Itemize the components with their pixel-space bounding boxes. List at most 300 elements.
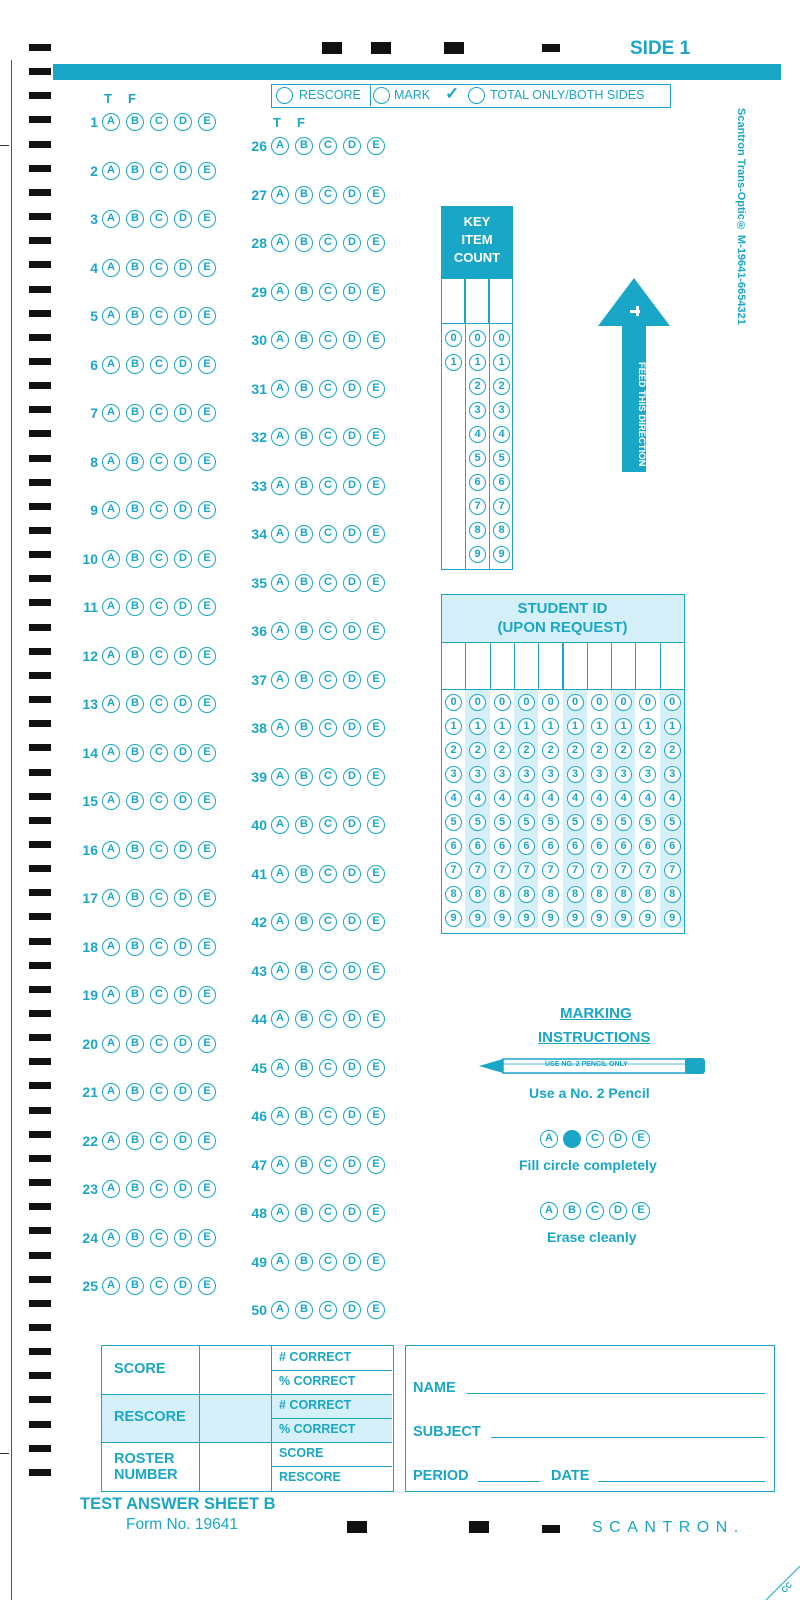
sid-col3-digit-3[interactable]: 3 <box>494 766 511 783</box>
q6-bubble-A[interactable]: A <box>102 356 120 374</box>
q5-bubble-E[interactable]: E <box>198 307 216 325</box>
sid-col7-digit-0[interactable]: 0 <box>591 694 608 711</box>
sid-col8-digit-5[interactable]: 5 <box>615 814 632 831</box>
q19-bubble-D[interactable]: D <box>174 986 192 1004</box>
q13-bubble-A[interactable]: A <box>102 695 120 713</box>
sid-col5-digit-7[interactable]: 7 <box>542 862 559 879</box>
q2-bubble-C[interactable]: C <box>150 162 168 180</box>
q45-bubble-E[interactable]: E <box>367 1059 385 1077</box>
q12-bubble-B[interactable]: B <box>126 647 144 665</box>
q38-bubble-A[interactable]: A <box>271 719 289 737</box>
q26-bubble-B[interactable]: B <box>295 137 313 155</box>
q33-bubble-E[interactable]: E <box>367 477 385 495</box>
sid-col5-digit-0[interactable]: 0 <box>542 694 559 711</box>
sid-col3-digit-7[interactable]: 7 <box>494 862 511 879</box>
sid-col5-digit-5[interactable]: 5 <box>542 814 559 831</box>
q15-bubble-A[interactable]: A <box>102 792 120 810</box>
q43-bubble-B[interactable]: B <box>295 962 313 980</box>
q7-bubble-D[interactable]: D <box>174 404 192 422</box>
q35-bubble-C[interactable]: C <box>319 574 337 592</box>
q8-bubble-B[interactable]: B <box>126 453 144 471</box>
sid-col6-digit-5[interactable]: 5 <box>567 814 584 831</box>
q40-bubble-B[interactable]: B <box>295 816 313 834</box>
key-col2-digit-0[interactable]: 0 <box>469 330 486 347</box>
q38-bubble-C[interactable]: C <box>319 719 337 737</box>
sid-col10-digit-6[interactable]: 6 <box>664 838 681 855</box>
key-col2-digit-2[interactable]: 2 <box>469 378 486 395</box>
q32-bubble-B[interactable]: B <box>295 428 313 446</box>
q3-bubble-E[interactable]: E <box>198 210 216 228</box>
sid-col1-digit-6[interactable]: 6 <box>445 838 462 855</box>
sid-col9-digit-4[interactable]: 4 <box>639 790 656 807</box>
q41-bubble-B[interactable]: B <box>295 865 313 883</box>
q28-bubble-D[interactable]: D <box>343 234 361 252</box>
q21-bubble-D[interactable]: D <box>174 1083 192 1101</box>
q30-bubble-E[interactable]: E <box>367 331 385 349</box>
sid-col1-digit-9[interactable]: 9 <box>445 910 462 927</box>
q13-bubble-C[interactable]: C <box>150 695 168 713</box>
q18-bubble-C[interactable]: C <box>150 938 168 956</box>
q40-bubble-A[interactable]: A <box>271 816 289 834</box>
q46-bubble-B[interactable]: B <box>295 1107 313 1125</box>
q11-bubble-E[interactable]: E <box>198 598 216 616</box>
q28-bubble-A[interactable]: A <box>271 234 289 252</box>
q3-bubble-C[interactable]: C <box>150 210 168 228</box>
sid-col7-digit-6[interactable]: 6 <box>591 838 608 855</box>
q6-bubble-B[interactable]: B <box>126 356 144 374</box>
q27-bubble-E[interactable]: E <box>367 186 385 204</box>
sid-col7-digit-3[interactable]: 3 <box>591 766 608 783</box>
q30-bubble-C[interactable]: C <box>319 331 337 349</box>
q5-bubble-A[interactable]: A <box>102 307 120 325</box>
sid-col6-digit-1[interactable]: 1 <box>567 718 584 735</box>
q33-bubble-A[interactable]: A <box>271 477 289 495</box>
q24-bubble-D[interactable]: D <box>174 1229 192 1247</box>
q25-bubble-C[interactable]: C <box>150 1277 168 1295</box>
q41-bubble-D[interactable]: D <box>343 865 361 883</box>
q46-bubble-C[interactable]: C <box>319 1107 337 1125</box>
q3-bubble-A[interactable]: A <box>102 210 120 228</box>
q41-bubble-E[interactable]: E <box>367 865 385 883</box>
q22-bubble-E[interactable]: E <box>198 1132 216 1150</box>
q18-bubble-E[interactable]: E <box>198 938 216 956</box>
sid-col5-digit-9[interactable]: 9 <box>542 910 559 927</box>
sid-col5-digit-6[interactable]: 6 <box>542 838 559 855</box>
sid-col9-digit-6[interactable]: 6 <box>639 838 656 855</box>
sid-col4-digit-9[interactable]: 9 <box>518 910 535 927</box>
q17-bubble-D[interactable]: D <box>174 889 192 907</box>
q27-bubble-C[interactable]: C <box>319 186 337 204</box>
period-line[interactable] <box>478 1481 540 1482</box>
q1-bubble-E[interactable]: E <box>198 113 216 131</box>
q41-bubble-C[interactable]: C <box>319 865 337 883</box>
sid-col1-digit-4[interactable]: 4 <box>445 790 462 807</box>
q16-bubble-D[interactable]: D <box>174 841 192 859</box>
q34-bubble-A[interactable]: A <box>271 525 289 543</box>
sid-col8-digit-0[interactable]: 0 <box>615 694 632 711</box>
sid-col10-digit-7[interactable]: 7 <box>664 862 681 879</box>
q23-bubble-B[interactable]: B <box>126 1180 144 1198</box>
q50-bubble-B[interactable]: B <box>295 1301 313 1319</box>
q4-bubble-E[interactable]: E <box>198 259 216 277</box>
sid-col10-digit-9[interactable]: 9 <box>664 910 681 927</box>
q50-bubble-A[interactable]: A <box>271 1301 289 1319</box>
sid-col8-digit-8[interactable]: 8 <box>615 886 632 903</box>
q3-bubble-B[interactable]: B <box>126 210 144 228</box>
q20-bubble-E[interactable]: E <box>198 1035 216 1053</box>
sid-col4-digit-8[interactable]: 8 <box>518 886 535 903</box>
key-col2-digit-4[interactable]: 4 <box>469 426 486 443</box>
q50-bubble-D[interactable]: D <box>343 1301 361 1319</box>
q45-bubble-C[interactable]: C <box>319 1059 337 1077</box>
sid-col2-digit-2[interactable]: 2 <box>469 742 486 759</box>
q10-bubble-E[interactable]: E <box>198 550 216 568</box>
sid-col6-digit-8[interactable]: 8 <box>567 886 584 903</box>
q30-bubble-D[interactable]: D <box>343 331 361 349</box>
sid-col3-digit-2[interactable]: 2 <box>494 742 511 759</box>
q9-bubble-A[interactable]: A <box>102 501 120 519</box>
q22-bubble-A[interactable]: A <box>102 1132 120 1150</box>
q24-bubble-B[interactable]: B <box>126 1229 144 1247</box>
sid-col8-digit-1[interactable]: 1 <box>615 718 632 735</box>
q37-bubble-D[interactable]: D <box>343 671 361 689</box>
q17-bubble-E[interactable]: E <box>198 889 216 907</box>
q39-bubble-E[interactable]: E <box>367 768 385 786</box>
q31-bubble-E[interactable]: E <box>367 380 385 398</box>
q44-bubble-C[interactable]: C <box>319 1010 337 1028</box>
sid-col9-digit-5[interactable]: 5 <box>639 814 656 831</box>
q25-bubble-E[interactable]: E <box>198 1277 216 1295</box>
sid-col2-digit-6[interactable]: 6 <box>469 838 486 855</box>
sid-col4-digit-7[interactable]: 7 <box>518 862 535 879</box>
q46-bubble-E[interactable]: E <box>367 1107 385 1125</box>
sid-col3-digit-5[interactable]: 5 <box>494 814 511 831</box>
q20-bubble-D[interactable]: D <box>174 1035 192 1053</box>
q14-bubble-C[interactable]: C <box>150 744 168 762</box>
q47-bubble-D[interactable]: D <box>343 1156 361 1174</box>
sid-col4-digit-2[interactable]: 2 <box>518 742 535 759</box>
q6-bubble-E[interactable]: E <box>198 356 216 374</box>
q20-bubble-B[interactable]: B <box>126 1035 144 1053</box>
q27-bubble-B[interactable]: B <box>295 186 313 204</box>
sid-col8-digit-7[interactable]: 7 <box>615 862 632 879</box>
q33-bubble-C[interactable]: C <box>319 477 337 495</box>
q28-bubble-B[interactable]: B <box>295 234 313 252</box>
q32-bubble-D[interactable]: D <box>343 428 361 446</box>
q45-bubble-D[interactable]: D <box>343 1059 361 1077</box>
q40-bubble-D[interactable]: D <box>343 816 361 834</box>
sid-col6-digit-9[interactable]: 9 <box>567 910 584 927</box>
q21-bubble-A[interactable]: A <box>102 1083 120 1101</box>
q36-bubble-D[interactable]: D <box>343 622 361 640</box>
q12-bubble-D[interactable]: D <box>174 647 192 665</box>
q35-bubble-D[interactable]: D <box>343 574 361 592</box>
q49-bubble-C[interactable]: C <box>319 1253 337 1271</box>
sid-col2-digit-8[interactable]: 8 <box>469 886 486 903</box>
q42-bubble-A[interactable]: A <box>271 913 289 931</box>
q39-bubble-B[interactable]: B <box>295 768 313 786</box>
sid-col2-digit-0[interactable]: 0 <box>469 694 486 711</box>
q15-bubble-D[interactable]: D <box>174 792 192 810</box>
q46-bubble-D[interactable]: D <box>343 1107 361 1125</box>
q9-bubble-E[interactable]: E <box>198 501 216 519</box>
q7-bubble-A[interactable]: A <box>102 404 120 422</box>
q8-bubble-A[interactable]: A <box>102 453 120 471</box>
sid-col6-digit-2[interactable]: 2 <box>567 742 584 759</box>
q36-bubble-B[interactable]: B <box>295 622 313 640</box>
q18-bubble-A[interactable]: A <box>102 938 120 956</box>
q37-bubble-A[interactable]: A <box>271 671 289 689</box>
q23-bubble-E[interactable]: E <box>198 1180 216 1198</box>
sid-col4-digit-0[interactable]: 0 <box>518 694 535 711</box>
q26-bubble-C[interactable]: C <box>319 137 337 155</box>
sid-col3-digit-8[interactable]: 8 <box>494 886 511 903</box>
q9-bubble-D[interactable]: D <box>174 501 192 519</box>
sid-col8-digit-9[interactable]: 9 <box>615 910 632 927</box>
sid-col1-digit-1[interactable]: 1 <box>445 718 462 735</box>
q8-bubble-D[interactable]: D <box>174 453 192 471</box>
q20-bubble-C[interactable]: C <box>150 1035 168 1053</box>
sid-col2-digit-7[interactable]: 7 <box>469 862 486 879</box>
q4-bubble-A[interactable]: A <box>102 259 120 277</box>
q17-bubble-A[interactable]: A <box>102 889 120 907</box>
sid-col4-digit-4[interactable]: 4 <box>518 790 535 807</box>
q34-bubble-B[interactable]: B <box>295 525 313 543</box>
q44-bubble-D[interactable]: D <box>343 1010 361 1028</box>
q22-bubble-C[interactable]: C <box>150 1132 168 1150</box>
q22-bubble-B[interactable]: B <box>126 1132 144 1150</box>
key-entry-cell-1[interactable] <box>441 278 465 324</box>
q37-bubble-E[interactable]: E <box>367 671 385 689</box>
q33-bubble-B[interactable]: B <box>295 477 313 495</box>
q38-bubble-E[interactable]: E <box>367 719 385 737</box>
total-bubble[interactable] <box>468 87 485 104</box>
q35-bubble-E[interactable]: E <box>367 574 385 592</box>
q16-bubble-E[interactable]: E <box>198 841 216 859</box>
sid-col10-digit-5[interactable]: 5 <box>664 814 681 831</box>
q47-bubble-E[interactable]: E <box>367 1156 385 1174</box>
q11-bubble-D[interactable]: D <box>174 598 192 616</box>
q37-bubble-B[interactable]: B <box>295 671 313 689</box>
sid-col8-digit-3[interactable]: 3 <box>615 766 632 783</box>
sid-col5-digit-8[interactable]: 8 <box>542 886 559 903</box>
key-col3-digit-9[interactable]: 9 <box>493 546 510 563</box>
q18-bubble-D[interactable]: D <box>174 938 192 956</box>
q2-bubble-B[interactable]: B <box>126 162 144 180</box>
q10-bubble-A[interactable]: A <box>102 550 120 568</box>
q12-bubble-E[interactable]: E <box>198 647 216 665</box>
key-col2-digit-8[interactable]: 8 <box>469 522 486 539</box>
q44-bubble-B[interactable]: B <box>295 1010 313 1028</box>
q23-bubble-C[interactable]: C <box>150 1180 168 1198</box>
q12-bubble-A[interactable]: A <box>102 647 120 665</box>
sid-col9-digit-2[interactable]: 2 <box>639 742 656 759</box>
q50-bubble-C[interactable]: C <box>319 1301 337 1319</box>
q1-bubble-A[interactable]: A <box>102 113 120 131</box>
q1-bubble-C[interactable]: C <box>150 113 168 131</box>
q44-bubble-E[interactable]: E <box>367 1010 385 1028</box>
key-col3-digit-3[interactable]: 3 <box>493 402 510 419</box>
q43-bubble-D[interactable]: D <box>343 962 361 980</box>
sid-col3-digit-0[interactable]: 0 <box>494 694 511 711</box>
q26-bubble-D[interactable]: D <box>343 137 361 155</box>
q42-bubble-E[interactable]: E <box>367 913 385 931</box>
q19-bubble-A[interactable]: A <box>102 986 120 1004</box>
q25-bubble-B[interactable]: B <box>126 1277 144 1295</box>
sid-col1-digit-0[interactable]: 0 <box>445 694 462 711</box>
sid-col3-digit-1[interactable]: 1 <box>494 718 511 735</box>
sid-col4-digit-1[interactable]: 1 <box>518 718 535 735</box>
q34-bubble-E[interactable]: E <box>367 525 385 543</box>
sid-col10-digit-2[interactable]: 2 <box>664 742 681 759</box>
q26-bubble-A[interactable]: A <box>271 137 289 155</box>
sid-col4-digit-3[interactable]: 3 <box>518 766 535 783</box>
q3-bubble-D[interactable]: D <box>174 210 192 228</box>
sid-col2-digit-3[interactable]: 3 <box>469 766 486 783</box>
q14-bubble-A[interactable]: A <box>102 744 120 762</box>
q16-bubble-B[interactable]: B <box>126 841 144 859</box>
key-entry-cell-2[interactable] <box>465 278 489 324</box>
mark-bubble[interactable] <box>373 87 390 104</box>
q25-bubble-D[interactable]: D <box>174 1277 192 1295</box>
q41-bubble-A[interactable]: A <box>271 865 289 883</box>
q21-bubble-B[interactable]: B <box>126 1083 144 1101</box>
q49-bubble-A[interactable]: A <box>271 1253 289 1271</box>
q31-bubble-B[interactable]: B <box>295 380 313 398</box>
q48-bubble-E[interactable]: E <box>367 1204 385 1222</box>
q42-bubble-C[interactable]: C <box>319 913 337 931</box>
sid-col6-digit-0[interactable]: 0 <box>567 694 584 711</box>
q9-bubble-C[interactable]: C <box>150 501 168 519</box>
key-col3-digit-0[interactable]: 0 <box>493 330 510 347</box>
key-col1-digit-1[interactable]: 1 <box>445 354 462 371</box>
q28-bubble-C[interactable]: C <box>319 234 337 252</box>
sid-col10-digit-1[interactable]: 1 <box>664 718 681 735</box>
q2-bubble-A[interactable]: A <box>102 162 120 180</box>
sid-col9-digit-9[interactable]: 9 <box>639 910 656 927</box>
sid-col2-digit-1[interactable]: 1 <box>469 718 486 735</box>
q40-bubble-E[interactable]: E <box>367 816 385 834</box>
q30-bubble-B[interactable]: B <box>295 331 313 349</box>
q4-bubble-D[interactable]: D <box>174 259 192 277</box>
key-col2-digit-9[interactable]: 9 <box>469 546 486 563</box>
sid-col5-digit-3[interactable]: 3 <box>542 766 559 783</box>
q19-bubble-E[interactable]: E <box>198 986 216 1004</box>
sid-col7-digit-1[interactable]: 1 <box>591 718 608 735</box>
sid-col8-digit-6[interactable]: 6 <box>615 838 632 855</box>
q15-bubble-C[interactable]: C <box>150 792 168 810</box>
sid-col1-digit-8[interactable]: 8 <box>445 886 462 903</box>
q1-bubble-B[interactable]: B <box>126 113 144 131</box>
key-col2-digit-1[interactable]: 1 <box>469 354 486 371</box>
q40-bubble-C[interactable]: C <box>319 816 337 834</box>
q36-bubble-A[interactable]: A <box>271 622 289 640</box>
q43-bubble-E[interactable]: E <box>367 962 385 980</box>
q5-bubble-B[interactable]: B <box>126 307 144 325</box>
q42-bubble-B[interactable]: B <box>295 913 313 931</box>
sid-col7-digit-8[interactable]: 8 <box>591 886 608 903</box>
sid-col7-digit-4[interactable]: 4 <box>591 790 608 807</box>
q47-bubble-A[interactable]: A <box>271 1156 289 1174</box>
key-col3-digit-6[interactable]: 6 <box>493 474 510 491</box>
q5-bubble-D[interactable]: D <box>174 307 192 325</box>
q9-bubble-B[interactable]: B <box>126 501 144 519</box>
key-col3-digit-2[interactable]: 2 <box>493 378 510 395</box>
q13-bubble-B[interactable]: B <box>126 695 144 713</box>
q20-bubble-A[interactable]: A <box>102 1035 120 1053</box>
q34-bubble-C[interactable]: C <box>319 525 337 543</box>
q49-bubble-B[interactable]: B <box>295 1253 313 1271</box>
q35-bubble-A[interactable]: A <box>271 574 289 592</box>
sid-col9-digit-7[interactable]: 7 <box>639 862 656 879</box>
sid-col5-digit-1[interactable]: 1 <box>542 718 559 735</box>
q36-bubble-C[interactable]: C <box>319 622 337 640</box>
sid-col2-digit-9[interactable]: 9 <box>469 910 486 927</box>
key-col2-digit-6[interactable]: 6 <box>469 474 486 491</box>
sid-col6-digit-3[interactable]: 3 <box>567 766 584 783</box>
q15-bubble-B[interactable]: B <box>126 792 144 810</box>
q17-bubble-C[interactable]: C <box>150 889 168 907</box>
q46-bubble-A[interactable]: A <box>271 1107 289 1125</box>
q10-bubble-B[interactable]: B <box>126 550 144 568</box>
q13-bubble-D[interactable]: D <box>174 695 192 713</box>
q49-bubble-D[interactable]: D <box>343 1253 361 1271</box>
q14-bubble-E[interactable]: E <box>198 744 216 762</box>
sid-col6-digit-7[interactable]: 7 <box>567 862 584 879</box>
key-col1-digit-0[interactable]: 0 <box>445 330 462 347</box>
q19-bubble-B[interactable]: B <box>126 986 144 1004</box>
q37-bubble-C[interactable]: C <box>319 671 337 689</box>
sid-col9-digit-1[interactable]: 1 <box>639 718 656 735</box>
subject-line[interactable] <box>491 1437 765 1438</box>
sid-col10-digit-4[interactable]: 4 <box>664 790 681 807</box>
sid-col9-digit-3[interactable]: 3 <box>639 766 656 783</box>
q13-bubble-E[interactable]: E <box>198 695 216 713</box>
q32-bubble-E[interactable]: E <box>367 428 385 446</box>
q29-bubble-E[interactable]: E <box>367 283 385 301</box>
q23-bubble-D[interactable]: D <box>174 1180 192 1198</box>
sid-col6-digit-4[interactable]: 4 <box>567 790 584 807</box>
key-col2-digit-5[interactable]: 5 <box>469 450 486 467</box>
sid-col3-digit-4[interactable]: 4 <box>494 790 511 807</box>
q10-bubble-D[interactable]: D <box>174 550 192 568</box>
sid-col10-digit-3[interactable]: 3 <box>664 766 681 783</box>
sid-col2-digit-5[interactable]: 5 <box>469 814 486 831</box>
q32-bubble-C[interactable]: C <box>319 428 337 446</box>
q42-bubble-D[interactable]: D <box>343 913 361 931</box>
q31-bubble-C[interactable]: C <box>319 380 337 398</box>
q15-bubble-E[interactable]: E <box>198 792 216 810</box>
q7-bubble-B[interactable]: B <box>126 404 144 422</box>
q11-bubble-A[interactable]: A <box>102 598 120 616</box>
sid-col8-digit-2[interactable]: 2 <box>615 742 632 759</box>
q29-bubble-A[interactable]: A <box>271 283 289 301</box>
q36-bubble-E[interactable]: E <box>367 622 385 640</box>
q21-bubble-C[interactable]: C <box>150 1083 168 1101</box>
q43-bubble-A[interactable]: A <box>271 962 289 980</box>
q43-bubble-C[interactable]: C <box>319 962 337 980</box>
q48-bubble-B[interactable]: B <box>295 1204 313 1222</box>
q7-bubble-E[interactable]: E <box>198 404 216 422</box>
sid-col3-digit-9[interactable]: 9 <box>494 910 511 927</box>
q8-bubble-E[interactable]: E <box>198 453 216 471</box>
q49-bubble-E[interactable]: E <box>367 1253 385 1271</box>
q34-bubble-D[interactable]: D <box>343 525 361 543</box>
sid-col4-digit-5[interactable]: 5 <box>518 814 535 831</box>
key-col3-digit-5[interactable]: 5 <box>493 450 510 467</box>
sid-col8-digit-4[interactable]: 4 <box>615 790 632 807</box>
sid-col1-digit-2[interactable]: 2 <box>445 742 462 759</box>
